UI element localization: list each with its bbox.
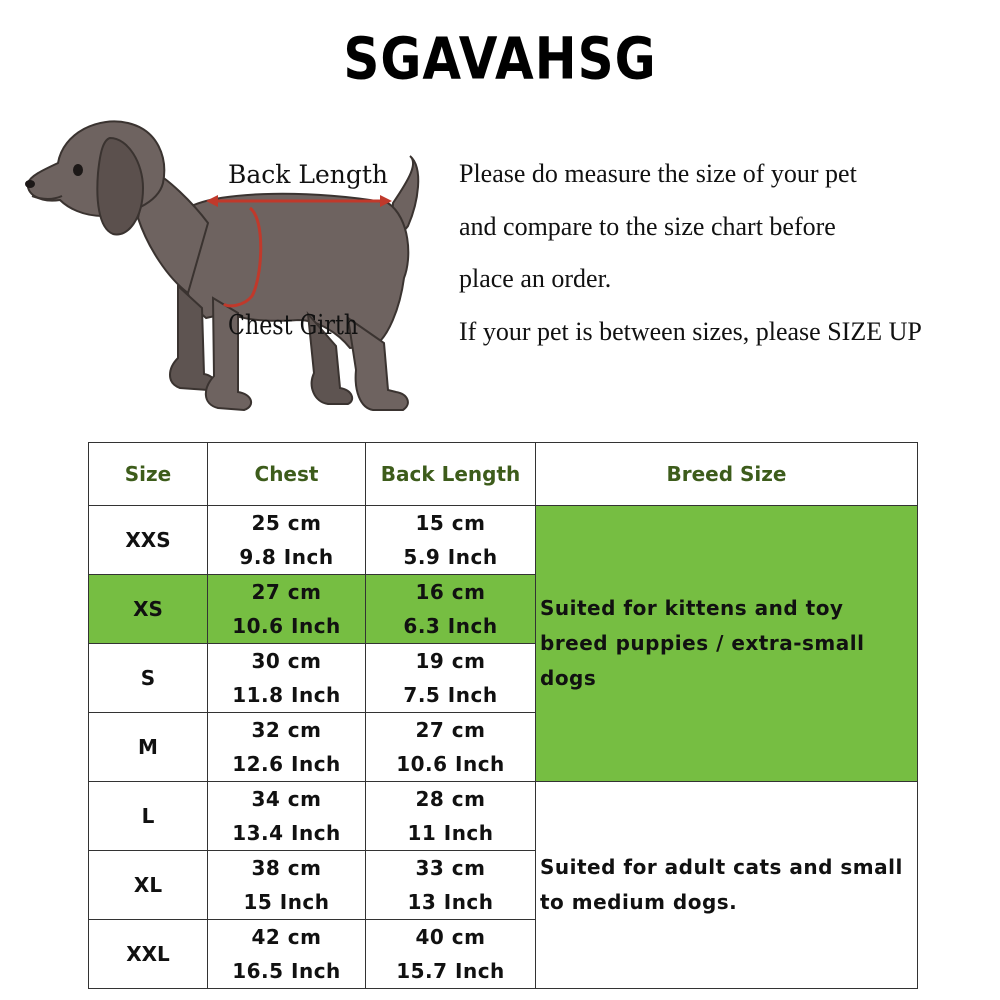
back-inch: 13 Inch bbox=[407, 890, 494, 914]
chest-cell bbox=[208, 920, 366, 989]
back-cm: 40 cm bbox=[415, 925, 486, 949]
back-cell bbox=[366, 506, 536, 575]
table-header-row bbox=[89, 443, 918, 506]
back-cell bbox=[366, 644, 536, 713]
chest-cell bbox=[208, 782, 366, 851]
back-cm: 27 cm bbox=[415, 718, 486, 742]
breed-size-cell: Suited for kittens and toy breed puppies / extra-small dogs bbox=[536, 506, 918, 782]
measurement-instructions bbox=[459, 152, 999, 362]
chest-inch: 13.4 Inch bbox=[232, 821, 341, 845]
back-cm: 16 cm bbox=[415, 580, 486, 604]
size-cell: XXS bbox=[89, 506, 208, 575]
instruction-line: and compare to the size chart before bbox=[459, 211, 836, 241]
back-length-label: Back Length bbox=[228, 160, 389, 189]
chest-cm: 30 cm bbox=[251, 649, 322, 673]
size-chart-table bbox=[88, 442, 918, 989]
back-cm: 28 cm bbox=[415, 787, 486, 811]
chest-cell bbox=[208, 713, 366, 782]
header-size: Size bbox=[89, 443, 208, 506]
instruction-line: place an order. bbox=[459, 264, 612, 293]
back-cm: 15 cm bbox=[415, 511, 486, 535]
chest-cm: 42 cm bbox=[251, 925, 322, 949]
chest-inch: 16.5 Inch bbox=[232, 959, 341, 983]
chest-cell bbox=[208, 506, 366, 575]
header-back-length: Back Length bbox=[366, 443, 536, 506]
chest-cm: 38 cm bbox=[251, 856, 322, 880]
table-row bbox=[89, 782, 918, 851]
table-row bbox=[89, 506, 918, 575]
chest-cm: 27 cm bbox=[251, 580, 322, 604]
header-chest: Chest bbox=[208, 443, 366, 506]
back-inch: 6.3 Inch bbox=[403, 614, 498, 638]
chest-inch: 12.6 Inch bbox=[232, 752, 341, 776]
size-cell: XL bbox=[89, 851, 208, 920]
instruction-line: Please do measure the size of your pet bbox=[459, 159, 857, 188]
back-inch: 15.7 Inch bbox=[396, 959, 505, 983]
back-cell bbox=[366, 920, 536, 989]
chest-inch: 10.6 Inch bbox=[232, 614, 341, 638]
back-inch: 5.9 Inch bbox=[403, 545, 498, 569]
chest-cm: 34 cm bbox=[251, 787, 322, 811]
chest-girth-label: Chest Girth bbox=[228, 310, 359, 341]
chest-cm: 25 cm bbox=[251, 511, 322, 535]
back-inch: 11 Inch bbox=[407, 821, 494, 845]
dog-measurement-diagram bbox=[18, 108, 438, 428]
back-cm: 19 cm bbox=[415, 649, 486, 673]
back-cell bbox=[366, 713, 536, 782]
chest-inch: 15 Inch bbox=[243, 890, 330, 914]
size-cell: M bbox=[89, 713, 208, 782]
size-cell: XS bbox=[89, 575, 208, 644]
back-cm: 33 cm bbox=[415, 856, 486, 880]
chest-cell bbox=[208, 851, 366, 920]
back-inch: 10.6 Inch bbox=[396, 752, 505, 776]
instruction-line: If your pet is between sizes, please SIZE UP bbox=[459, 316, 922, 346]
back-cell bbox=[366, 782, 536, 851]
chest-cell bbox=[208, 644, 366, 713]
back-cell bbox=[366, 575, 536, 644]
chest-inch: 9.8 Inch bbox=[239, 545, 334, 569]
header-breed-size: Breed Size bbox=[536, 443, 918, 506]
chest-inch: 11.8 Inch bbox=[232, 683, 341, 707]
back-cell bbox=[366, 851, 536, 920]
chest-cm: 32 cm bbox=[251, 718, 322, 742]
dog-illustration bbox=[18, 108, 438, 428]
back-inch: 7.5 Inch bbox=[403, 683, 498, 707]
size-cell: XXL bbox=[89, 920, 208, 989]
breed-size-cell: Suited for adult cats and small to medium dogs. bbox=[536, 782, 918, 989]
size-cell: S bbox=[89, 644, 208, 713]
chest-cell bbox=[208, 575, 366, 644]
size-cell: L bbox=[89, 782, 208, 851]
brand-title: SGAVAHSG bbox=[343, 25, 657, 93]
